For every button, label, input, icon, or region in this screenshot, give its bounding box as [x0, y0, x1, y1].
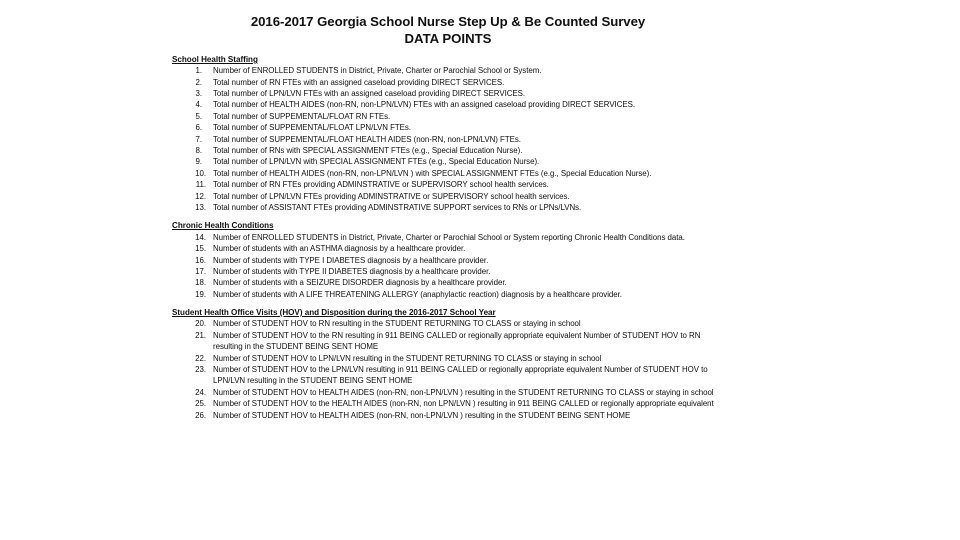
list-item — [172, 179, 718, 190]
list-item-number: 6. — [195, 123, 202, 133]
list-item-text: Total number of LPN/LVN FTEs with an assigned caseload providing DIRECT SERVICES. — [213, 89, 526, 99]
list-item — [172, 145, 718, 156]
list-item — [172, 122, 718, 133]
data-points-list — [172, 232, 718, 300]
list-item-text: Total number of RN FTEs providing ADMINSTRATIVE or SUPERVISORY school health services. — [213, 180, 549, 190]
list-item — [172, 410, 718, 421]
list-item — [172, 191, 718, 202]
list-item-number: 18. — [195, 278, 206, 288]
list-item-number: 26. — [195, 410, 206, 420]
list-item-number: 2. — [195, 77, 202, 87]
list-item — [172, 330, 718, 353]
list-item — [172, 243, 718, 254]
list-item-number: 23. — [195, 364, 206, 374]
list-item-text: Total number of RN FTEs with an assigned caseload providing DIRECT SERVICES. — [213, 77, 505, 87]
section-chronic-health-conditions — [172, 220, 718, 300]
list-item-number: 12. — [195, 191, 206, 201]
list-item-number: 13. — [195, 203, 206, 213]
list-item-number: 15. — [195, 244, 206, 254]
list-item-text: Total number of HEALTH AIDES (non-RN, non-LPN/LVN ) with SPECIAL ASSIGNMENT FTEs (e.g., Special Education Nurse). — [213, 168, 652, 178]
list-item-number: 4. — [195, 100, 202, 110]
list-item-text: Number of ENROLLED STUDENTS in District, Private, Charter or Parochial School or System. — [213, 66, 542, 76]
list-item-number: 3. — [195, 89, 202, 99]
list-item-number: 16. — [195, 255, 206, 265]
list-item-number: 14. — [195, 232, 206, 242]
list-item-text: Number of STUDENT HOV to the HEALTH AIDES (non-RN, non LPN/LVN ) resulting in 911 BEING CALLED or regionally appropriate equivalent — [213, 399, 714, 409]
list-item-number: 11. — [195, 180, 206, 190]
document-body — [172, 14, 718, 421]
list-item-text: Total number of HEALTH AIDES (non-RN, non-LPN/LVN) FTEs with an assigned caseload providing DIRECT SERVICES. — [213, 100, 636, 110]
document-title-secondary: DATA POINTS — [404, 31, 492, 46]
list-item-text: Total number of LPN/LVN with SPECIAL ASSIGNMENT FTEs (e.g., Special Education Nurse). — [213, 157, 540, 167]
list-item — [172, 232, 718, 243]
list-item-number: 7. — [195, 134, 202, 144]
list-item-text: Number of students with a SEIZURE DISORDER diagnosis by a healthcare provider. — [213, 278, 507, 288]
list-item-text: Number of STUDENT HOV to HEALTH AIDES (non-RN, non-LPN/LVN ) resulting in the STUDENT BEING SENT HOME — [213, 410, 631, 420]
list-item-number: 24. — [195, 387, 206, 397]
list-item-text: Number of students with TYPE I DIABETES diagnosis by a healthcare provider. — [213, 255, 489, 265]
list-item-number: 21. — [195, 330, 206, 340]
list-item — [172, 156, 718, 167]
list-item — [172, 277, 718, 288]
list-item — [172, 398, 718, 409]
list-item — [172, 88, 718, 99]
list-item — [172, 364, 718, 387]
list-item — [172, 318, 718, 329]
list-item-text: Number of students with TYPE II DIABETES diagnosis by a healthcare provider. — [213, 266, 491, 276]
list-item-number: 1. — [195, 66, 202, 76]
document-title-primary: 2016-2017 Georgia School Nurse Step Up & Be Counted Survey — [250, 14, 646, 29]
section-header: School Health Staffing — [172, 55, 258, 64]
list-item — [172, 289, 718, 300]
list-item-number: 5. — [195, 111, 202, 121]
list-item-text: Total number of RNs with SPECIAL ASSIGNMENT FTEs (e.g., Special Education Nurse). — [213, 146, 523, 156]
section-header: Chronic Health Conditions — [172, 221, 274, 231]
list-item-text: Total number of SUPPEMENTAL/FLOAT RN FTEs. — [213, 111, 391, 121]
list-item-text: Number of STUDENT HOV to the RN resulting in 911 BEING CALLED or regionally appropriate equivalent Number of STUDENT HOV to RN resulting in the STUDENT BEING SENT HOME — [213, 330, 701, 352]
list-item — [172, 353, 718, 364]
list-item — [172, 202, 718, 213]
list-item — [172, 387, 718, 398]
list-item-text: Number of students with A LIFE THREATENING ALLERGY (anaphylactic reaction) diagnosis by a healthcare provider. — [213, 289, 622, 299]
list-item-text: Number of STUDENT HOV to the LPN/LVN resulting in 911 BEING CALLED or regionally appropriate equivalent Number of STUDENT HOV to LPN/LVN resulting in the STUDENT BEING SENT HOME — [213, 364, 708, 386]
list-item-number: 17. — [195, 266, 206, 276]
list-item-number: 8. — [195, 146, 202, 156]
list-item-number: 22. — [195, 353, 206, 363]
list-item-number: 20. — [195, 319, 206, 329]
list-item-number: 9. — [195, 157, 202, 167]
list-item — [172, 111, 718, 122]
section-student-health-office-visits — [172, 307, 718, 421]
list-item — [172, 266, 718, 277]
list-item-text: Number of STUDENT HOV to RN resulting in the STUDENT RETURNING TO CLASS or staying in school — [213, 319, 581, 329]
list-item — [172, 99, 718, 110]
list-item-text: Number of STUDENT HOV to HEALTH AIDES (non-RN, non-LPN/LVN ) resulting in the STUDENT RETURNING TO CLASS or staying in school — [213, 387, 714, 397]
list-item-text: Number of ENROLLED STUDENTS in District, Private, Charter or Parochial School or System reporting Chronic Health Conditions data. — [213, 232, 685, 242]
list-item-number: 19. — [195, 289, 206, 299]
list-item-text: Total number of ASSISTANT FTEs providing ADMINSTRATIVE SUPPORT services to RNs or LPNs/LVNs. — [213, 203, 582, 213]
list-item-number: 10. — [195, 168, 206, 178]
list-item-text: Total number of SUPPEMENTAL/FLOAT LPN/LVN FTEs. — [213, 123, 411, 133]
section-school-health-staffing — [172, 54, 718, 213]
list-item-text: Number of students with an ASTHMA diagnosis by a healthcare provider. — [213, 244, 466, 254]
list-item — [172, 168, 718, 179]
list-item — [172, 77, 718, 88]
list-item — [172, 65, 718, 76]
list-item-number: 25. — [195, 399, 206, 409]
section-header: Student Health Office Visits (HOV) and Disposition during the 2016-2017 School Year — [172, 308, 496, 318]
list-item-text: Total number of SUPPEMENTAL/FLOAT HEALTH AIDES (non-RN, non-LPN/LVN) FTEs. — [213, 134, 521, 144]
list-item — [172, 255, 718, 266]
document-title-block — [178, 14, 718, 46]
list-item-text: Total number of LPN/LVN FTEs providing ADMINSTRATIVE or SUPERVISORY school health services. — [213, 191, 570, 201]
data-points-list — [172, 65, 718, 213]
list-item — [172, 134, 718, 145]
data-points-list — [172, 318, 718, 421]
list-item-text: Number of STUDENT HOV to LPN/LVN resulting in the STUDENT RETURNING TO CLASS or staying in school — [213, 353, 602, 363]
